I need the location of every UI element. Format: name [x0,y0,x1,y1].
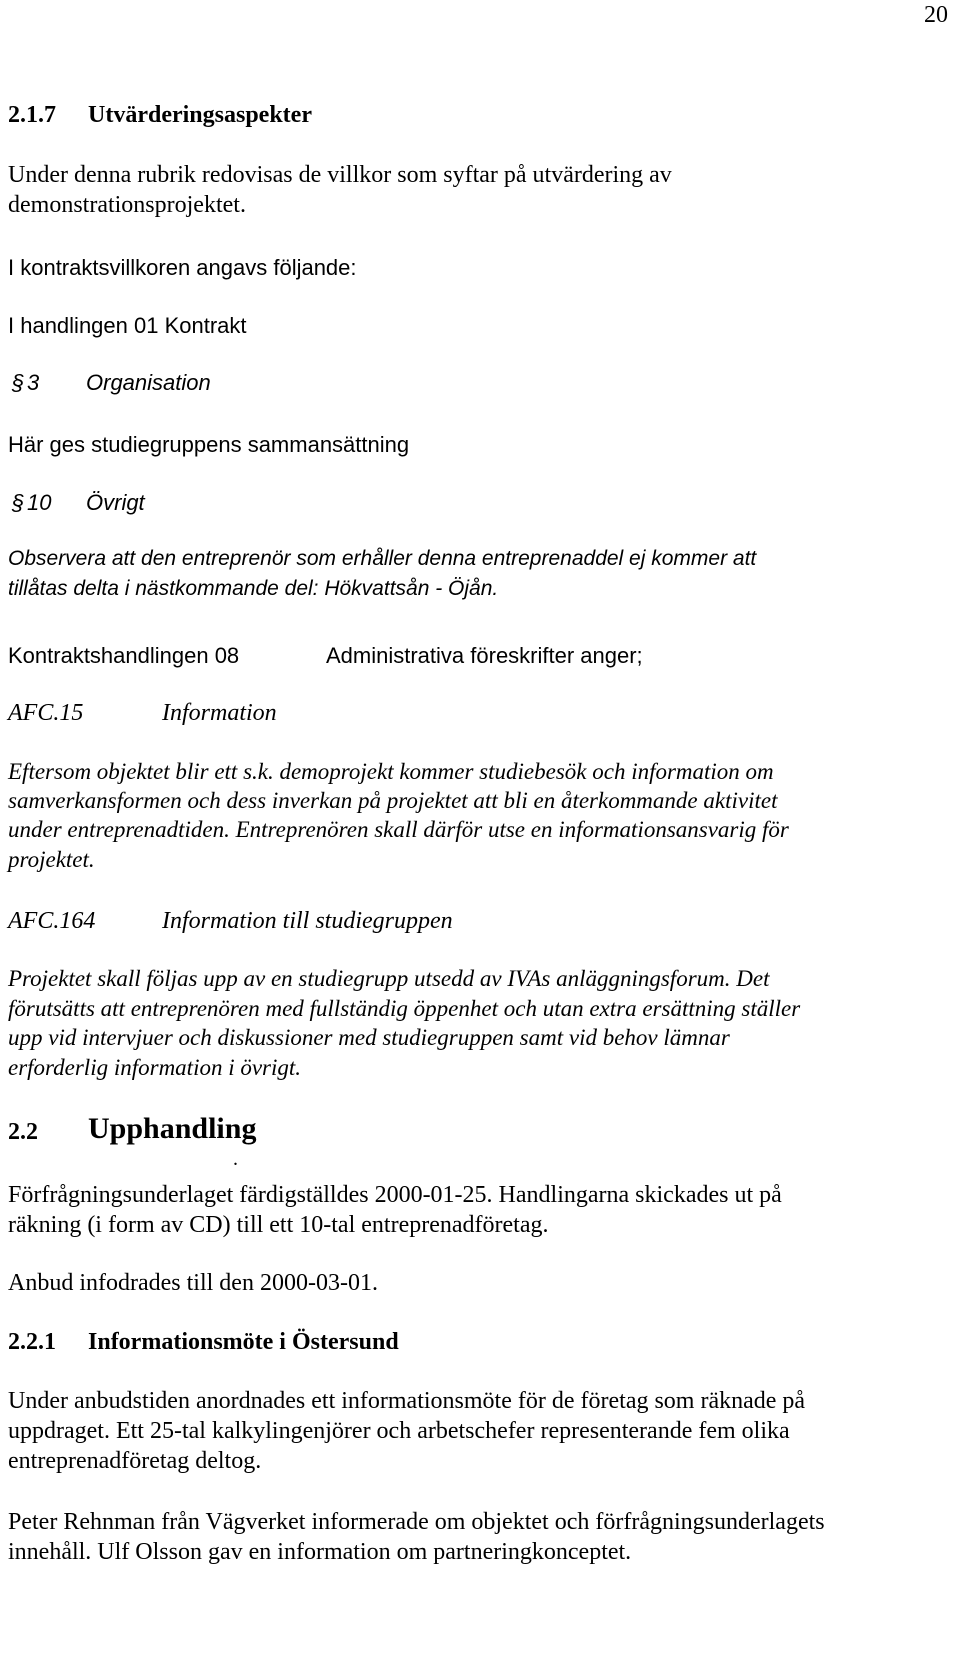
section-number: 2.2.1 [8,1329,56,1355]
document-reference: Kontraktshandlingen 08 [8,643,240,668]
text-line: Eftersom objektet blir ett s.k. demoprojekt kommer studiebesök och information om [8,759,774,784]
section-title: Utvärderingsaspekter [88,102,312,128]
document-reference-desc: Administrativa föreskrifter anger; [326,643,643,668]
section-title: Informationsmöte i Östersund [88,1329,399,1355]
code-title: Information [162,700,277,726]
paragraph-number: 10 [27,490,52,515]
text-line: Observera att den entreprenör som erhåller denna entreprenaddel ej kommer att [8,547,757,570]
paragraph: Under denna rubrik redovisas de villkor som syftar på utvärdering av demonstrationsprojektet. [8,162,672,218]
paragraph: I handlingen 01 Kontrakt [8,313,247,338]
paragraph-number: 3 [27,370,40,395]
text-line: Peter Rehnman från Vägverket informerade om objektet och förfrågningsunderlagets [8,1509,825,1535]
text-line: uppdraget. Ett 25-tal kalkylingenjörer och arbetschefer representerande fem olika [8,1418,790,1444]
afc-code: AFC.15 [8,700,84,726]
section-title: Upphandling [88,1112,257,1145]
text-line: erforderlig information i övrigt. [8,1055,302,1080]
paragraph: I kontraktsvillkoren angavs följande: [8,255,357,280]
text-line: entreprenadföretag deltog. [8,1448,262,1474]
text-line: under entreprenadtiden. Entreprenören skall därför utse en informationsansvarig för [8,817,789,842]
text-line: Projektet skall följas upp av en studiegrupp utsedd av IVAs anläggningsforum. Det [8,966,770,991]
text-line: samverkansformen och dess inverkan på projektet att bli en återkommande aktivitet [8,788,778,813]
code-title: Information till studiegruppen [162,908,453,934]
text-line: innehåll. Ulf Olsson gav en information om partneringkonceptet. [8,1539,632,1565]
code-label [8,700,83,727]
paragraph-title: Övrigt [86,490,145,515]
section-symbol: § [12,490,25,515]
page-number: 20 [924,2,948,28]
section-number: 2.2 [8,1119,38,1145]
afc-code: AFC.164 [8,908,96,934]
text-line: förutsätts att entreprenören med fullständig öppenhet och utan extra ersättning ställer [8,996,801,1021]
paragraph-title: Organisation [86,370,211,395]
section-number: 2.1.7 [8,102,56,128]
text-line: Under anbudstiden anordnades ett informationsmöte för de företag som räknade på [8,1388,806,1414]
paragraph: Här ges studiegruppens sammansättning [8,432,410,457]
text-line: Förfrågningsunderlaget färdigställdes 2000-01-25. Handlingarna skickades ut på [8,1182,782,1208]
text-line: tillåtas delta i nästkommande del: Hökvattsån - Öjån. [8,577,499,600]
text-line: upp vid intervjuer och diskussioner med studiegruppen samt vid behov lämnar [8,1025,730,1050]
section-symbol: § [12,370,25,395]
text-line: projektet. [8,847,95,872]
stray-dot: . [233,1148,238,1170]
paragraph: Anbud infodrades till den 2000-03-01. [8,1270,378,1296]
code-label [8,908,95,935]
text-line: räkning (i form av CD) till ett 10-tal entreprenadföretag. [8,1212,549,1238]
